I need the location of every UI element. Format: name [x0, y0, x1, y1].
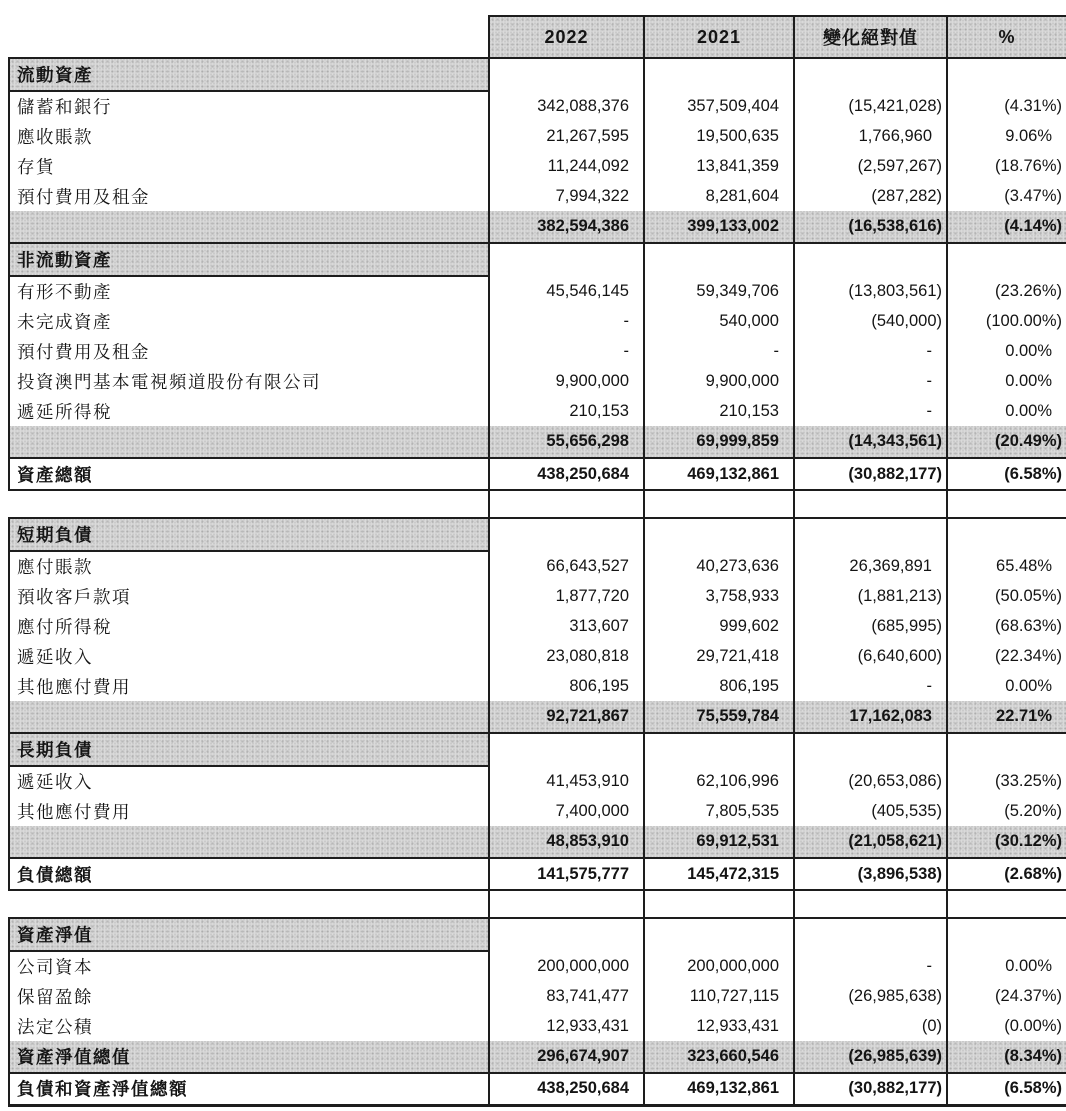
row-label: 負債總額: [9, 858, 489, 890]
row-label: 資產淨值總值: [9, 1041, 489, 1073]
section-row: [9, 518, 1066, 551]
section-row: [9, 243, 1066, 276]
value-cell: [794, 733, 947, 766]
row-label: [9, 890, 489, 918]
value-cell: 69,999,859: [644, 426, 794, 458]
value-cell: 0.00%: [947, 336, 1066, 366]
value-cell: 210,153: [644, 396, 794, 426]
value-cell: 210,153: [489, 396, 644, 426]
value-cell: (20.49%): [947, 426, 1066, 458]
value-cell: 92,721,867: [489, 701, 644, 733]
value-cell: 48,853,910: [489, 826, 644, 858]
section-row: [9, 733, 1066, 766]
value-cell: [947, 890, 1066, 918]
row-label: 投資澳門基本電視頻道股份有限公司: [9, 366, 489, 396]
data-row: [9, 366, 1066, 396]
value-cell: 0.00%: [947, 671, 1066, 701]
value-cell: 69,912,531: [644, 826, 794, 858]
value-cell: (6.58%): [947, 458, 1066, 490]
data-row: [9, 551, 1066, 581]
row-label: 遞延收入: [9, 641, 489, 671]
balance-table-body: [9, 58, 1066, 1105]
value-cell: [644, 733, 794, 766]
value-cell: [947, 243, 1066, 276]
value-cell: [644, 58, 794, 91]
data-row: [9, 276, 1066, 306]
value-cell: 12,933,431: [644, 1011, 794, 1041]
value-cell: (30.12%): [947, 826, 1066, 858]
data-row: [9, 151, 1066, 181]
value-cell: [947, 58, 1066, 91]
row-label: 預付費用及租金: [9, 181, 489, 211]
value-cell: (2.68%): [947, 858, 1066, 890]
value-cell: 62,106,996: [644, 766, 794, 796]
value-cell: (287,282): [794, 181, 947, 211]
value-cell: -: [794, 336, 947, 366]
subtotal-row: [9, 211, 1066, 243]
data-row: [9, 121, 1066, 151]
value-cell: [489, 243, 644, 276]
row-label: 保留盈餘: [9, 981, 489, 1011]
value-cell: (33.25%): [947, 766, 1066, 796]
value-cell: 21,267,595: [489, 121, 644, 151]
value-cell: 66,643,527: [489, 551, 644, 581]
data-row: [9, 766, 1066, 796]
value-cell: 110,727,115: [644, 981, 794, 1011]
value-cell: 357,509,404: [644, 91, 794, 121]
value-cell: 469,132,861: [644, 1073, 794, 1105]
subtotal-row: [9, 701, 1066, 733]
value-cell: 8,281,604: [644, 181, 794, 211]
row-label: 資產總額: [9, 458, 489, 490]
value-cell: 55,656,298: [489, 426, 644, 458]
row-label: 未完成資產: [9, 306, 489, 336]
value-cell: (20,653,086): [794, 766, 947, 796]
value-cell: -: [489, 306, 644, 336]
value-cell: 26,369,891: [794, 551, 947, 581]
value-cell: [947, 490, 1066, 518]
value-cell: [644, 518, 794, 551]
section-row: [9, 58, 1066, 91]
value-cell: 438,250,684: [489, 458, 644, 490]
data-row: [9, 796, 1066, 826]
value-cell: (4.14%): [947, 211, 1066, 243]
data-row: [9, 181, 1066, 211]
data-row: [9, 671, 1066, 701]
value-cell: -: [794, 366, 947, 396]
value-cell: 9.06%: [947, 121, 1066, 151]
subtotal-row: [9, 1041, 1066, 1073]
value-cell: (14,343,561): [794, 426, 947, 458]
row-label: [9, 490, 489, 518]
value-cell: [489, 518, 644, 551]
column-header-percent: %: [947, 16, 1066, 58]
value-cell: 1,766,960: [794, 121, 947, 151]
value-cell: (24.37%): [947, 981, 1066, 1011]
value-cell: [489, 58, 644, 91]
value-cell: (18.76%): [947, 151, 1066, 181]
value-cell: [947, 733, 1066, 766]
row-label: [9, 211, 489, 243]
row-label: 負債和資產淨值總額: [9, 1073, 489, 1105]
value-cell: 1,877,720: [489, 581, 644, 611]
value-cell: 17,162,083: [794, 701, 947, 733]
value-cell: 59,349,706: [644, 276, 794, 306]
section-row: [9, 918, 1066, 951]
value-cell: (30,882,177): [794, 458, 947, 490]
value-cell: 0.00%: [947, 951, 1066, 981]
value-cell: (30,882,177): [794, 1073, 947, 1105]
value-cell: 41,453,910: [489, 766, 644, 796]
value-cell: [644, 890, 794, 918]
value-cell: 145,472,315: [644, 858, 794, 890]
value-cell: [947, 918, 1066, 951]
data-row: [9, 611, 1066, 641]
header-blank-cell: [9, 16, 489, 58]
value-cell: (5.20%): [947, 796, 1066, 826]
value-cell: 200,000,000: [489, 951, 644, 981]
value-cell: (4.31%): [947, 91, 1066, 121]
value-cell: (15,421,028): [794, 91, 947, 121]
value-cell: 22.71%: [947, 701, 1066, 733]
value-cell: 19,500,635: [644, 121, 794, 151]
value-cell: 9,900,000: [489, 366, 644, 396]
column-header-2022: 2022: [489, 16, 644, 58]
value-cell: 3,758,933: [644, 581, 794, 611]
value-cell: [644, 918, 794, 951]
value-cell: 23,080,818: [489, 641, 644, 671]
value-cell: 12,933,431: [489, 1011, 644, 1041]
row-label: 預收客戶款項: [9, 581, 489, 611]
value-cell: (405,535): [794, 796, 947, 826]
data-row: [9, 951, 1066, 981]
value-cell: 11,244,092: [489, 151, 644, 181]
value-cell: (68.63%): [947, 611, 1066, 641]
data-row: [9, 641, 1066, 671]
value-cell: [794, 58, 947, 91]
value-cell: (16,538,616): [794, 211, 947, 243]
value-cell: 540,000: [644, 306, 794, 336]
value-cell: 806,195: [644, 671, 794, 701]
row-label: 存貨: [9, 151, 489, 181]
row-label: 其他應付費用: [9, 796, 489, 826]
column-header-2021: 2021: [644, 16, 794, 58]
value-cell: [489, 733, 644, 766]
value-cell: 7,805,535: [644, 796, 794, 826]
balance-sheet-table: [8, 15, 1066, 1107]
value-cell: (8.34%): [947, 1041, 1066, 1073]
data-row: [9, 91, 1066, 121]
value-cell: 29,721,418: [644, 641, 794, 671]
value-cell: -: [794, 396, 947, 426]
value-cell: 0.00%: [947, 366, 1066, 396]
value-cell: [794, 890, 947, 918]
row-label: 有形不動產: [9, 276, 489, 306]
row-label: 應付賬款: [9, 551, 489, 581]
value-cell: 65.48%: [947, 551, 1066, 581]
value-cell: 75,559,784: [644, 701, 794, 733]
value-cell: -: [794, 951, 947, 981]
value-cell: 313,607: [489, 611, 644, 641]
value-cell: 342,088,376: [489, 91, 644, 121]
value-cell: (26,985,638): [794, 981, 947, 1011]
value-cell: (21,058,621): [794, 826, 947, 858]
data-row: [9, 396, 1066, 426]
row-label: 應收賬款: [9, 121, 489, 151]
value-cell: 999,602: [644, 611, 794, 641]
row-label: [9, 426, 489, 458]
data-row: [9, 1011, 1066, 1041]
data-row: [9, 581, 1066, 611]
value-cell: (6,640,600): [794, 641, 947, 671]
row-label: 其他應付費用: [9, 671, 489, 701]
value-cell: [489, 918, 644, 951]
column-header-change-absolute: 變化絕對值: [794, 16, 947, 58]
row-label: 長期負債: [9, 733, 489, 766]
row-label: 非流動資產: [9, 243, 489, 276]
value-cell: (50.05%): [947, 581, 1066, 611]
value-cell: (540,000): [794, 306, 947, 336]
value-cell: [947, 518, 1066, 551]
data-row: [9, 336, 1066, 366]
row-label: 預付費用及租金: [9, 336, 489, 366]
value-cell: (3.47%): [947, 181, 1066, 211]
value-cell: 200,000,000: [644, 951, 794, 981]
data-row: [9, 981, 1066, 1011]
value-cell: [794, 518, 947, 551]
value-cell: (26,985,639): [794, 1041, 947, 1073]
data-row: [9, 306, 1066, 336]
value-cell: 323,660,546: [644, 1041, 794, 1073]
spacer-row: [9, 490, 1066, 518]
value-cell: 45,546,145: [489, 276, 644, 306]
row-label: 資產淨值: [9, 918, 489, 951]
row-label: [9, 826, 489, 858]
subtotal-row: [9, 826, 1066, 858]
value-cell: 806,195: [489, 671, 644, 701]
total-row: [9, 858, 1066, 890]
value-cell: 382,594,386: [489, 211, 644, 243]
value-cell: 7,400,000: [489, 796, 644, 826]
value-cell: [794, 490, 947, 518]
row-label: [9, 701, 489, 733]
value-cell: (685,995): [794, 611, 947, 641]
total-row: [9, 1073, 1066, 1105]
value-cell: 83,741,477: [489, 981, 644, 1011]
value-cell: 399,133,002: [644, 211, 794, 243]
value-cell: -: [644, 336, 794, 366]
value-cell: 40,273,636: [644, 551, 794, 581]
value-cell: 9,900,000: [644, 366, 794, 396]
value-cell: -: [794, 671, 947, 701]
value-cell: [644, 243, 794, 276]
value-cell: (0): [794, 1011, 947, 1041]
table-header-row: [9, 16, 1066, 58]
row-label: 流動資產: [9, 58, 489, 91]
row-label: 儲蓄和銀行: [9, 91, 489, 121]
value-cell: 13,841,359: [644, 151, 794, 181]
value-cell: (23.26%): [947, 276, 1066, 306]
value-cell: 438,250,684: [489, 1073, 644, 1105]
value-cell: [489, 890, 644, 918]
value-cell: (6.58%): [947, 1073, 1066, 1105]
value-cell: 296,674,907: [489, 1041, 644, 1073]
value-cell: (100.00%): [947, 306, 1066, 336]
value-cell: 141,575,777: [489, 858, 644, 890]
value-cell: (13,803,561): [794, 276, 947, 306]
row-label: 短期負債: [9, 518, 489, 551]
value-cell: -: [489, 336, 644, 366]
row-label: 法定公積: [9, 1011, 489, 1041]
row-label: 遞延所得稅: [9, 396, 489, 426]
total-row: [9, 458, 1066, 490]
value-cell: 469,132,861: [644, 458, 794, 490]
value-cell: [644, 490, 794, 518]
subtotal-row: [9, 426, 1066, 458]
value-cell: [489, 490, 644, 518]
value-cell: 7,994,322: [489, 181, 644, 211]
row-label: 公司資本: [9, 951, 489, 981]
spacer-row: [9, 890, 1066, 918]
value-cell: [794, 243, 947, 276]
value-cell: (1,881,213): [794, 581, 947, 611]
value-cell: 0.00%: [947, 396, 1066, 426]
row-label: 遞延收入: [9, 766, 489, 796]
value-cell: (2,597,267): [794, 151, 947, 181]
value-cell: (3,896,538): [794, 858, 947, 890]
value-cell: (0.00%): [947, 1011, 1066, 1041]
row-label: 應付所得稅: [9, 611, 489, 641]
value-cell: [794, 918, 947, 951]
value-cell: (22.34%): [947, 641, 1066, 671]
